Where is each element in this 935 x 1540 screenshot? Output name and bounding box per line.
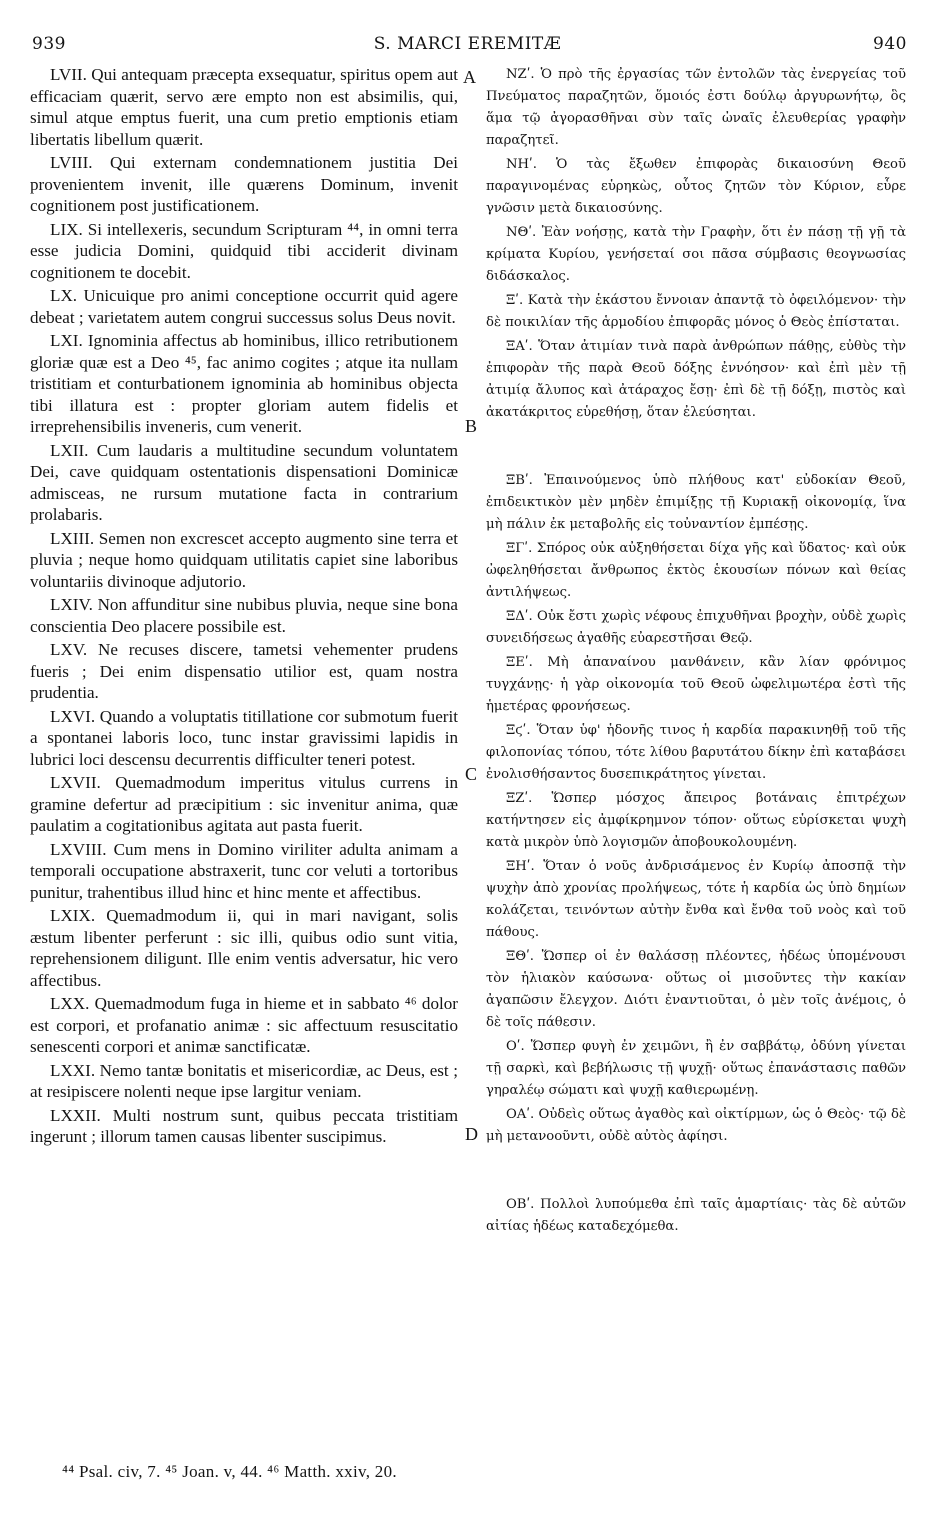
running-header (0, 34, 935, 58)
latin-chapter-72: LXXII. Multi nostrum sunt, quibus peccata tristitiam ingerunt ; illorum tamen causas libenter suscipimus. (30, 1105, 458, 1146)
greek-chapter-66: Ξϛʹ. Ὅταν ὑφ' ἡδονῆς τινος ἡ καρδία παρακινηθῇ τοῦ τῆς φιλοπονίας τόπου, τότε λίθου βαρυτάτου δίκην ἐπὶ καταβάσει ἐνολισθήσαντος δυσεπικράτητος γίνεται. (486, 723, 906, 782)
greek-chapter-62: ΞΒʹ. Ἐπαινούμενος ὑπὸ πλήθους κατ' εὐδοκίαν Θεοῦ, ἐπιδεικτικὸν μὲν μηδὲν ἐπιμίξῃς τῇ Κυριακῇ οἰκονομίᾳ, ἵνα μὴ πάλιν ἐκ μεταβολῆς εἰς τοὐναντίον ἐμπέσῃς. (486, 473, 906, 532)
greek-chapter-57: ΝΖʹ. Ὁ πρὸ τῆς ἐργασίας τῶν ἐντολῶν τὰς ἐνεργείας τοῦ Πνεύματος παραζητῶν, ὅμοιός ἐστι δούλῳ ἀργυρωνήτῳ, ὃς ἅμα τῷ ἀγορασθῆναι σὺν ταῖς ὠναῖς ἐλευθερίας γραφὴν παραζητεῖ. (486, 67, 906, 148)
footnotes: ⁴⁴ Psal. civ, 7. ⁴⁵ Joan. v, 44. ⁴⁶ Matth. xxiv, 20. (62, 1462, 397, 1481)
latin-column (30, 64, 458, 1150)
greek-chapter-69: ΞΘʹ. Ὥσπερ οἱ ἐν θαλάσσῃ πλέοντες, ἡδέως ὑπομένουσι τὸν ἡλιακὸν καύσωνα· οὕτως οἱ μισοῦντες τὴν κακίαν ἀγαπῶσιν ἔλεγχον. Διότι ἐναντιοῦται, ὁ μὲν τοῖς ἀνέμοις, ὁ δὲ τοῖς πάθεσιν. (486, 949, 906, 1030)
margin-marker-c: C (465, 764, 478, 784)
margin-marker-d: D (465, 1124, 478, 1144)
greek-chapter-60: Ξʹ. Κατὰ τὴν ἑκάστου ἔννοιαν ἀπαντᾷ τὸ ὀφειλόμενον· τὴν δὲ ποικιλίαν τῆς ἁρμοδίου ἐπιφορᾶς μόνος ὁ Θεὸς ἐπίσταται. (486, 293, 906, 330)
greek-chapter-67: ΞΖʹ. Ὥσπερ μόσχος ἄπειρος βοτάναις ἐπιτρέχων κατήντησεν εἰς ἀμφίκρημνον τόπον· οὕτως εὑρίσκεται ψυχὴ κατὰ μικρὸν ὑπὸ λογισμῶν ἀποβουκολουμένη. (486, 791, 906, 850)
latin-chapter-61: LXI. Ignominia affectus ab hominibus, illico retributionem gloriæ quæ est a Deo ⁴⁵, fac animo cogites ; atque ita nullam tristitiam et conturbationem ignominia ab hominibus objecta tibi illatura est : propter gloriam autem fidelis et irreprehensibilis inveneris, cum venerit. (30, 331, 458, 436)
latin-chapter-67: LXVII. Quemadmodum imperitus vitulus currens in gramine defertur ad præcipitium : sic invenitur anima, quæ paulatim a cogitationibus agitata aut pasta fuerit. (30, 773, 458, 835)
column-gap (486, 426, 906, 470)
latin-chapter-71: LXXI. Nemo tantæ bonitatis et misericordiæ, ac Deus, est ; at resipiscere nolenti neque ipse largitur veniam. (30, 1060, 458, 1101)
greek-chapter-63: ΞΓʹ. Σπόρος οὐκ αὐξηθήσεται δίχα γῆς καὶ ὕδατος· καὶ οὐκ ὠφεληθήσεται ἄνθρωπος ἐκτὸς ἑκουσίων πόνων καὶ θείας ἀντιλήψεως. (486, 541, 906, 600)
latin-chapter-65: LXV. Ne recuses discere, tametsi vehementer prudens fueris ; Dei enim dispensatio utilior est, quam nostra prudentia. (30, 640, 458, 702)
greek-chapter-61: ΞΑʹ. Ὅταν ἀτιμίαν τινὰ παρὰ ἀνθρώπων πάθῃς, εὐθὺς τὴν ἐπιφορὰν τῆς παρὰ Θεοῦ δόξης ἐννόησον· καὶ ἐπὶ μὲν τῇ ἀτιμίᾳ ἄλυπος καὶ ἀτάραχος ἔσῃ· ἐπὶ δὲ τῇ δόξῃ, πιστὸς καὶ ἀκατάκριτος εὑρεθήσῃ, ὅταν ἐλεύσηται. (486, 339, 906, 420)
page-number-right: 940 (873, 34, 907, 54)
greek-chapter-71: ΟΑʹ. Οὐδεὶς οὕτως ἀγαθὸς καὶ οἰκτίρμων, ὡς ὁ Θεὸς· τῷ δὲ μὴ μετανοοῦντι, οὐδὲ αὐτὸς ἀφίησι. (486, 1107, 906, 1144)
greek-chapter-65: ΞΕʹ. Μὴ ἀπαναίνου μανθάνειν, κἂν λίαν φρόνιμος τυγχάνῃς· ἡ γὰρ οἰκονομία τοῦ Θεοῦ ὠφελιμωτέρα ἐστὶ τῆς ἡμετέρας φρονήσεως. (486, 655, 906, 714)
latin-chapter-66: LXVI. Quando a voluptatis titillatione cor submotum fuerit a spontanei laboris loco, tunc instar gravissimi lapidis in lubrici loci descensu decurrentis difficulter teneri potest. (30, 706, 458, 769)
greek-chapter-68: ΞΗʹ. Ὅταν ὁ νοῦς ἀνδρισάμενος ἐν Κυρίῳ ἀποσπᾷ τὴν ψυχὴν ἀπὸ χρονίας προλήψεως, τότε ἡ καρδία ὡς ὑπὸ δημίων κολάζεται, τεινόντων αὐτὴν ἔνθα καὶ ἔνθα τοῦ νοὸς καὶ τοῦ πάθους. (486, 859, 906, 940)
greek-chapter-58: ΝΗʹ. Ὁ τὰς ἔξωθεν ἐπιφορὰς δικαιοσύνη Θεοῦ παραγινομένας εὑρηκὼς, οὗτος ζητῶν τὸν Κύριον, εὗρε γνῶσιν μετὰ δικαιοσύνης. (486, 157, 906, 216)
greek-chapter-59: ΝΘʹ. Ἐὰν νοήσῃς, κατὰ τὴν Γραφὴν, ὅτι ἐν πάσῃ τῇ γῇ τὰ κρίματα Κυρίου, γενήσεταί σοι πᾶσα σύμβασις θεογνωσίας διδάσκαλος. (486, 225, 906, 284)
latin-chapter-69: LXIX. Quemadmodum ii, qui in mari navigant, solis æstum libenter perferunt : sic illi, quibus odio sunt vitia, reprehensionem diligunt. Ille enim ventis adversatur, hic vero affectibus. (30, 906, 458, 990)
latin-chapter-57: LVII. Qui antequam præcepta exsequatur, spiritus opem aut efficaciam quærit, servo ære empto non est absimilis, qui, simul atque emptus fuerit, una cum pretio emptionis etiam libertatis libellum quærit. (30, 65, 458, 149)
margin-marker-b: B (465, 416, 478, 436)
page-number-left: 939 (32, 34, 66, 54)
margin-marker-a: A (463, 67, 476, 87)
latin-chapter-59: LIX. Si intellexeris, secundum Scripturam ⁴⁴, in omni terra esse judicia Domini, quidquid tibi acciderit divinam cognitionem te docebit. (30, 219, 458, 282)
running-title: S. MARCI EREMITÆ (373, 34, 562, 54)
latin-chapter-68: LXVIII. Cum mens in Domino viriliter adulta animam a temporali occupatione abstraxerit, tunc cor veluti a tortoribus punitur, trahentibus illud hinc et hinc mente et affectibus. (30, 839, 458, 902)
greek-chapter-70: Οʹ. Ὥσπερ φυγὴ ἐν χειμῶνι, ἢ ἐν σαββάτῳ, ὀδύνη γίνεται τῇ σαρκὶ, καὶ βεβήλωσις τῇ ψυχῇ· οὕτως ἐπανάστασις παθῶν γηραλέῳ σώματι καὶ ψυχῇ καθιερωμένῃ. (486, 1039, 906, 1098)
latin-chapter-60: LX. Unicuique pro animi conceptione occurrit quid agere debeat ; varietatem autem congrui successus solus Deus novit. (30, 286, 458, 327)
greek-chapter-64: ΞΔʹ. Οὐκ ἔστι χωρὶς νέφους ἐπιχυθῆναι βροχὴν, οὐδὲ χωρὶς συνειδήσεως ἀγαθῆς εὐαρεστῆσαι Θεῷ. (486, 609, 906, 646)
latin-chapter-62: LXII. Cum laudaris a multitudine secundum voluntatem Dei, cave quidquam ostentationis dispensationi Dominicæ admisceas, ne rursum mutatione facta in contrarium prolabaris. (30, 440, 458, 524)
latin-chapter-58: LVIII. Qui externam condemnationem justitia Dei provenientem invenit, ille quærens Dominum, invenit cognitionem post justificationem. (30, 153, 458, 215)
latin-chapter-64: LXIV. Non affunditur sine nubibus pluvia, neque sine bona conscientia Deo placere possibile est. (30, 595, 458, 636)
greek-column (486, 64, 906, 1240)
latin-chapter-63: LXIII. Semen non excrescet accepto augmento sine terra et pluvia ; neque homo quidquam utilitatis capiet sine laboribus voluntariis divinoque adjutorio. (30, 528, 458, 591)
column-gap (486, 1150, 906, 1194)
greek-chapter-72: ΟΒʹ. Πολλοὶ λυπούμεθα ἐπὶ ταῖς ἁμαρτίαις· τὰς δὲ αὐτῶν αἰτίας ἡδέως καταδεχόμεθα. (486, 1197, 906, 1234)
latin-chapter-70: LXX. Quemadmodum fuga in hieme et in sabbato ⁴⁶ dolor est corpori, et profanatio animæ : sic affectuum resuscitatio senescenti corpori et animæ sanctificatæ. (30, 994, 458, 1056)
